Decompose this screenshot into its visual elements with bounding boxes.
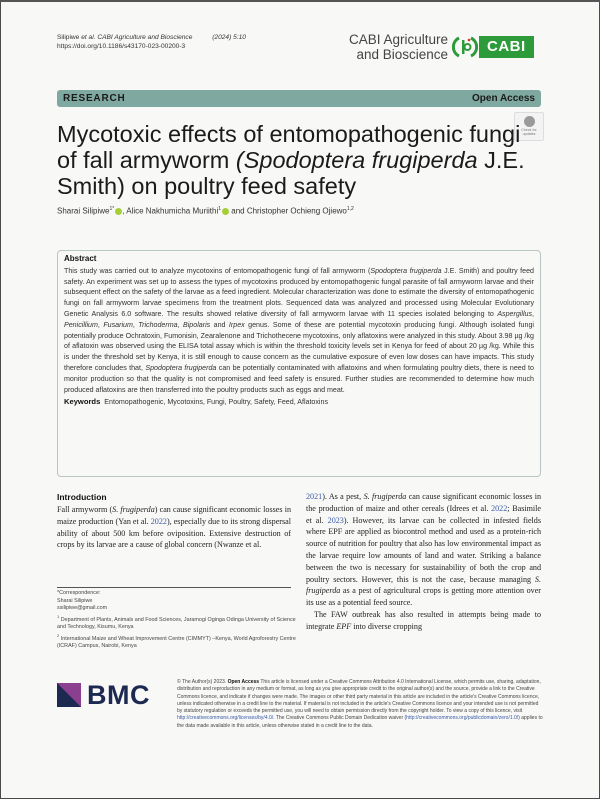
citation-link[interactable]: 2021 xyxy=(306,492,323,501)
author-separator: and xyxy=(229,206,247,216)
citation-link[interactable]: 2023 xyxy=(327,515,344,525)
introduction-heading: Introduction xyxy=(57,492,107,502)
abstract-box xyxy=(57,250,541,477)
bmc-square-icon xyxy=(57,683,81,707)
header-et-al: et al. xyxy=(81,34,96,41)
header-author: Silipiwe xyxy=(57,34,80,41)
abstract-text: This study was carried out to analyze mycotoxins of entomopathogenic fungi of fall armyworm (Spodoptera frugiperda J.E. Smith) and poultry feed safety. An experiment was set up to assess the types of mycotoxins produced by entomopathogenic fungal parasite of fall armyworm larvae and their subsequent effect on the safety of the larvae as a feed ingredient. Molecular characterization was done to estimate the diversity of entomopathogenic fungi on fall armyworm larvae specimens from the treatment plots. Sequenced data was analyzed and processed using Molecular Evolutionary Genetic Analysis 6.0 software. The results showed relative diversity of fall armyworm larvae with 11 species isolated belonging to Aspergillus, Penicillium, Fusarium, Trichoderma, Bipolaris and Irpex genus. Some of these are potential mycotoxin producing fungi. Although isolated fungi potentially produce Ochratoxin, Fumonisin, Zearalenone and Trichothecene mycotoxins, only aflatoxins were analyzed in this study. About 3.98 µg /kg of aflatoxin was observed using the ELISA total assay which is within the threshold toxicity levels set in Kenya for feed of about 20 µg /kg. While this is under the threshold set by Kenya, it is still enough to cause concern as the cumulative exposure of even low doses can have impacts. This study therefore concludes that, Spodoptera frugiperda can be potentially contaminated with aflatoxins and when formulating poultry diets, there is need to monitor production so that the quality is not compromised and feed safety is ensured. Further studies are recommended to determine how much produced aflatoxins are then transferred into the poultry products such as eggs and meat. xyxy=(64,266,534,394)
check-updates-label: Check for updates xyxy=(521,128,537,136)
license-link-cc-by[interactable]: http://creativecommons.org/licenses/by/4.0/ xyxy=(177,715,274,722)
affiliation-1: $^1$ Department of Plants, Animals and Food Sciences, Jaramogi Oginga Odinga University of Science and Technology, Kisumu, Kenya xyxy=(57,613,296,631)
author-affiliation: 1* xyxy=(109,206,115,212)
cabi-logo xyxy=(452,35,542,59)
title-species-italic: (Spodoptera frugiperda xyxy=(235,147,478,173)
brand-line-2: and Bioscience xyxy=(356,47,448,62)
article-title xyxy=(57,121,527,199)
license-open-access: Open Access xyxy=(227,679,260,685)
correspondence-footnote xyxy=(57,590,297,651)
intro-paragraph-1-cont: 2021). As a pest, S. frugiperda can cause significant economic losses in the production of maize and other cereals (Idrees et al. 2022; Basimile et al. 2023). However, its larvae can be collected in infested fields where EPF are applied as biocontrol method and used as a protein-rich source of nutrition for poultry that also has low environmental impact as the larvae require low amounts of land and water. Striking a balance between the two is necessary for sustainability of both the crop and poultry sectors. However, this is not the case, because managing S. frugiperda as a pest of agricultural crops is getting more attention over its use as a potential feed source. xyxy=(306,492,542,608)
doi-link[interactable]: https://doi.org/10.1186/s43170-023-00200-3 xyxy=(57,43,186,50)
brand-line-1: CABI Agriculture xyxy=(348,32,448,47)
author-list xyxy=(57,206,354,216)
citation-link[interactable]: 2022 xyxy=(150,516,167,526)
body-column-left xyxy=(57,504,291,551)
citation-header xyxy=(57,33,246,51)
abstract-heading: Abstract xyxy=(64,254,97,263)
license-notice: © The Author(s) 2023. Open Access This article is licensed under a Creative Commons Attribution 4.0 International License, which permits use, sharing, adaptation, distribution and reproduction in any medium or format, as long as you give appropriate credit to the original author(s) and the source, provide a link to the Creative Commons licence, and indicate if changes were made. The images or other third party material in this article are included in the article's Creative Commons licence, unless indicated otherwise in a credit line to the material. If material is not included in the article's Creative Commons licence and your intended use is not permitted by statutory regulation or exceeds the permitted use, you will need to obtain permission directly from the copyright holder. To view a copy of this licence, visit http://creativecommons.org/licenses/by/4.0/. The Creative Commons Public Domain Dedication waiver (http://creativecommons.org/publicdomain/zero/1.0/) applies to the data made available in this article, unless otherwise stated in a credit line to the data. xyxy=(177,679,543,729)
author-name[interactable]: Alice Nakhumicha Muriithi xyxy=(126,206,219,216)
title-text-2: J.E. Smith) on poultry feed safety xyxy=(57,147,525,199)
header-year-volume: (2024) 5:10 xyxy=(212,34,246,41)
bmc-wordmark: BMC xyxy=(87,680,150,710)
cabi-mark-icon xyxy=(452,35,478,59)
intro-paragraph-1: Fall armyworm (S. frugiperda) can cause significant economic losses in maize production (Yan et al. 2022), especially due to its strong dispersal ability of about 500 km before oviposition. Extensive destruction of crops by its larvae are a cause of global concern (Nwanze et al. xyxy=(57,505,291,550)
article-type-banner xyxy=(57,90,541,107)
keywords-list: Entomopathogenic, Mycotoxins, Fungi, Poultry, Safety, Feed, Aflatoxins xyxy=(104,398,328,407)
cabi-wordmark: CABI xyxy=(479,36,534,58)
keywords xyxy=(64,397,534,408)
title-text-1: Mycotoxic effects of entomopathogenic fungi of fall armyworm xyxy=(57,121,521,173)
open-access-label: Open Access xyxy=(472,93,535,104)
keywords-label: Keywords xyxy=(64,397,101,407)
author-affiliation: 1,2 xyxy=(346,206,354,212)
footnote-divider xyxy=(57,587,291,588)
correspondence-email[interactable]: ssilipiwe@gmail.com xyxy=(57,605,108,612)
body-column-right xyxy=(306,491,541,633)
intro-paragraph-2: The FAW outbreak has also resulted in attempts being made to integrate EPF into diverse cropping xyxy=(306,609,541,631)
header-journal: CABI Agriculture and Bioscience xyxy=(97,34,193,41)
author-name[interactable]: Sharai Silipiwe xyxy=(57,206,110,216)
correspondence-name: Sharai Silipiwe xyxy=(57,597,93,604)
bmc-logo xyxy=(57,680,150,710)
journal-brand xyxy=(338,32,448,62)
correspondence-label: *Correspondence: xyxy=(57,590,101,596)
license-link-cc0[interactable]: http://creativecommons.org/publicdomain/zero/1.0/ xyxy=(406,715,519,722)
citation-link[interactable]: 2022 xyxy=(491,503,508,513)
author-name[interactable]: Christopher Ochieng Ojiewo xyxy=(246,206,347,216)
orcid-icon[interactable] xyxy=(222,208,229,215)
affiliation-2: $^2$ International Maize and Wheat Improvement Centre (CIMMYT) –Kenya, World Agroforestry Centre (ICRAF) Campus, Nairobi, Kenya xyxy=(57,632,296,650)
author-affiliation: 1 xyxy=(218,206,222,212)
article-type-label: RESEARCH xyxy=(63,93,126,104)
top-border xyxy=(0,0,600,2)
author-separator: , xyxy=(122,206,127,216)
